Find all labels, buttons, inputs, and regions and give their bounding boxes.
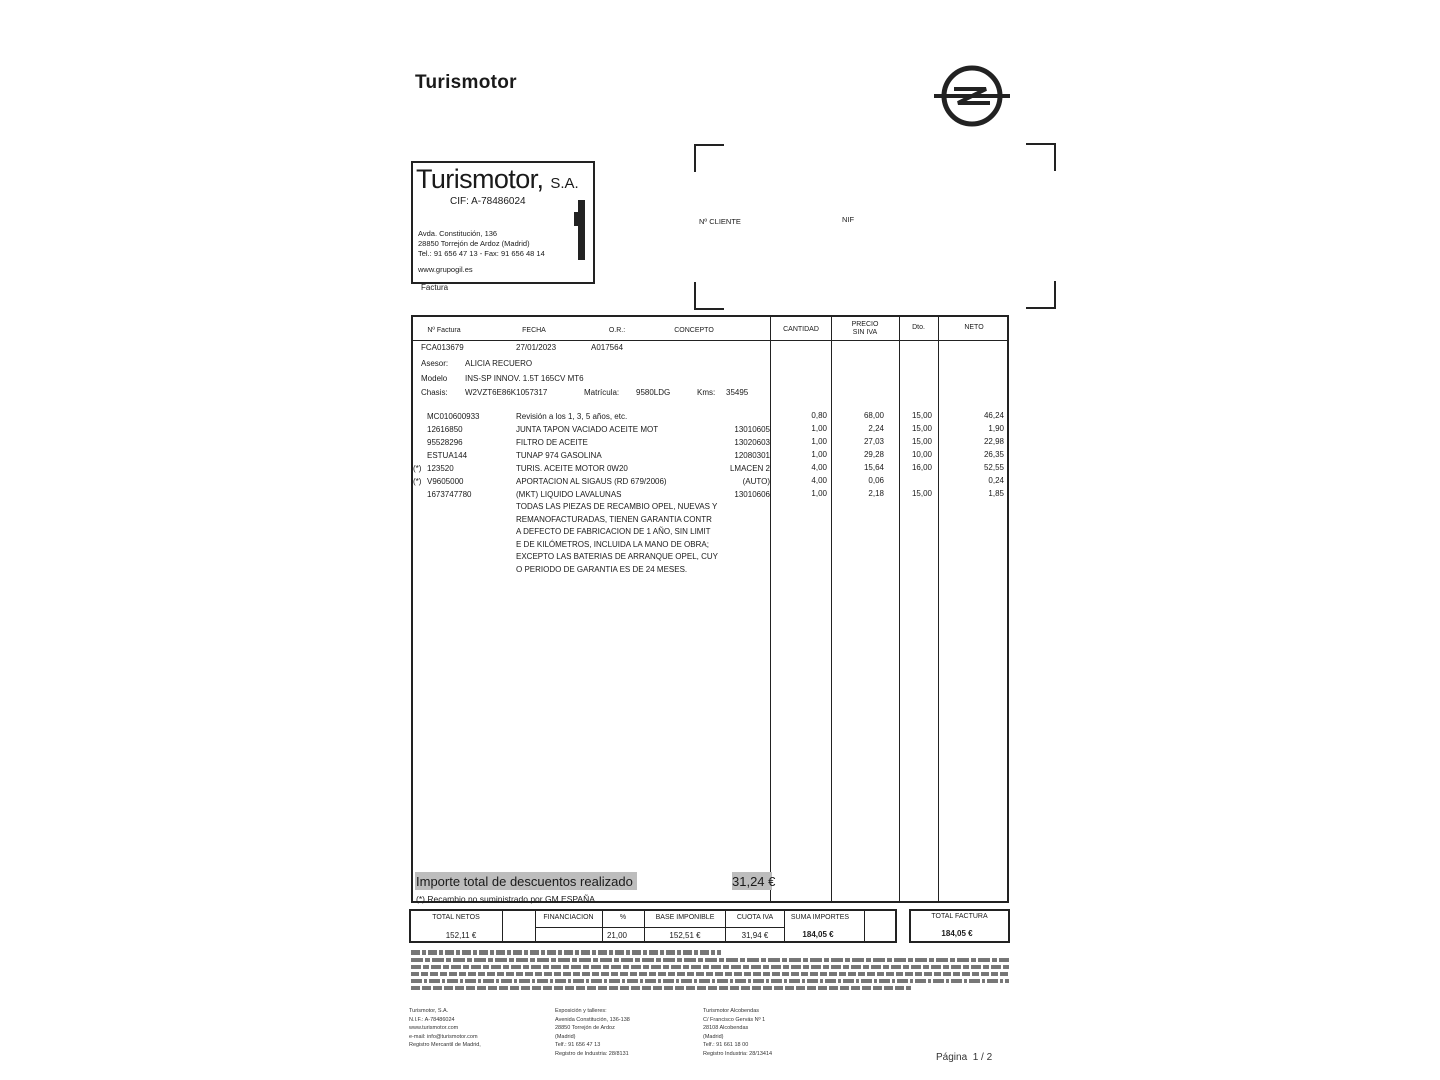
- item-net: 22,98: [983, 437, 1004, 446]
- kms-value: 35495: [726, 388, 749, 397]
- item-quantity: 0,80: [811, 411, 827, 420]
- item-discount: 15,00: [911, 489, 932, 498]
- column-divider: [770, 315, 771, 903]
- item-code: 13020603: [734, 438, 770, 447]
- asesor-label: Asesor:: [421, 359, 449, 368]
- discount-value: 31,24 €: [732, 874, 776, 889]
- totals-divider: [784, 909, 785, 943]
- item-price: 2,24: [868, 424, 884, 433]
- base-value: 152,51 €: [669, 931, 701, 940]
- item-ref: 95528296: [427, 438, 463, 447]
- item-ref: 12616850: [427, 425, 463, 434]
- item-concept: TUNAP 974 GASOLINA: [516, 451, 602, 460]
- item-ref: V9605000: [427, 477, 464, 486]
- item-concept: (MKT) LIQUIDO LAVALUNAS: [516, 490, 622, 499]
- item-code: 13010606: [734, 490, 770, 499]
- invoice-number: FCA013679: [421, 343, 464, 352]
- modelo-value: INS-SP INNOV. 1.5T 165CV MT6: [465, 374, 584, 383]
- item-price: 27,03: [863, 437, 884, 446]
- item-net: 0,24: [988, 476, 1004, 485]
- header-dto: Dto.: [912, 324, 925, 331]
- totals-divider: [535, 927, 785, 928]
- client-number-label: Nº CLIENTE: [699, 217, 741, 226]
- item-quantity: 1,00: [811, 450, 827, 459]
- chasis-value: W2VZT6E86K1057317: [465, 388, 548, 397]
- stamp-mark-icon: [574, 212, 578, 226]
- kms-label: Kms:: [697, 388, 716, 397]
- header-or: O.R.:: [608, 327, 626, 334]
- header-neto: NETO: [964, 324, 984, 331]
- item-net: 52,55: [983, 463, 1004, 472]
- invoice-date: 27/01/2023: [516, 343, 557, 352]
- item-code: 12080301: [734, 451, 770, 460]
- footer-alcobendas: Turismotor Alcobendas C/ Francisco Gervás Nº 1 28108 Alcobendas (Madrid) Telf.: 91 661 18 00 Registro Industria: 28/13414: [703, 1008, 773, 1057]
- opel-logo-icon: [934, 63, 1010, 129]
- total-netos-label: TOTAL NETOS: [432, 914, 480, 921]
- item-mark: (*): [413, 464, 422, 473]
- header-nfactura: Nº Factura: [427, 327, 461, 334]
- item-ref: MC010600933: [427, 412, 480, 421]
- cuota-value: 31,94 €: [741, 931, 769, 940]
- item-code: 13010605: [734, 425, 770, 434]
- column-divider: [831, 315, 832, 903]
- client-box-corner: [694, 144, 724, 172]
- pct-value: 21,00: [606, 931, 628, 940]
- item-concept: JUNTA TAPON VACIADO ACEITE MOT: [516, 425, 659, 434]
- footer-company: Turismotor, S.A. N.I.F.: A-78486024 www.turismotor.com e-mail: info@turismotor.com Registro Mercantil de Madrid,: [409, 1008, 481, 1048]
- company-brand: Turismotor: [415, 72, 517, 93]
- page-indicator: Página 1 / 2: [936, 1052, 993, 1063]
- total-factura-label: TOTAL FACTURA: [931, 913, 988, 920]
- item-ref: 1673747780: [427, 490, 472, 499]
- column-divider: [899, 315, 900, 903]
- item-net: 46,24: [983, 411, 1004, 420]
- item-price: 68,00: [863, 411, 884, 420]
- total-factura-value: 184,05 €: [941, 929, 973, 938]
- base-label: BASE IMPONIBLE: [655, 914, 715, 921]
- matricula-value: 9580LDG: [636, 388, 671, 397]
- item-net: 1,90: [988, 424, 1004, 433]
- stamp-address: Avda. Constitución, 136 28850 Torrejón de Ardoz (Madrid) Tel.: 91 656 47 13 - Fax: 91 656 48 14: [418, 229, 545, 258]
- footer-torrejon: Exposición y talleres: Avenida Constitución, 136-138 28850 Torrejón de Ardoz (Madrid) Telf.: 91 656 47 13 Registro de Industria: 28/8131: [555, 1008, 630, 1057]
- nif-label: NIF: [842, 215, 855, 224]
- financiacion-label: FINANCIACION: [543, 914, 594, 921]
- item-net: 1,85: [988, 489, 1004, 498]
- item-ref: ESTUA144: [427, 451, 468, 460]
- modelo-label: Modelo: [421, 374, 448, 383]
- item-quantity: 4,00: [811, 476, 827, 485]
- header-concepto: CONCEPTO: [674, 327, 714, 334]
- item-quantity: 1,00: [811, 489, 827, 498]
- item-discount: 15,00: [911, 411, 932, 420]
- chasis-label: Chasis:: [421, 388, 448, 397]
- item-quantity: 1,00: [811, 437, 827, 446]
- stamp-mark-icon: [578, 200, 585, 260]
- cuota-label: CUOTA IVA: [736, 914, 774, 921]
- item-price: 2,18: [868, 489, 884, 498]
- item-code: (AUTO): [742, 477, 770, 486]
- stamp-cif: CIF: A-78486024: [450, 196, 526, 207]
- stamp-company-name: Turismotor, S.A.: [416, 164, 579, 194]
- stamp-website: www.grupogil.es: [418, 265, 473, 274]
- item-discount: 15,00: [911, 437, 932, 446]
- column-divider: [938, 315, 939, 903]
- item-code: LMACEN 2: [729, 464, 770, 473]
- totals-divider: [864, 909, 865, 943]
- suma-label: SUMA IMPORTES: [790, 914, 850, 921]
- total-netos-value: 152,11 €: [445, 931, 477, 940]
- item-mark: (*): [413, 477, 422, 486]
- discount-label: Importe total de descuentos realizado: [416, 874, 633, 889]
- item-concept: APORTACION AL SIGAUS (RD 679/2006): [516, 477, 667, 486]
- legal-fine-print: [411, 948, 1011, 990]
- header-fecha: FECHA: [522, 327, 546, 334]
- suma-value: 184,05 €: [802, 930, 834, 939]
- invoice-or: A017564: [591, 343, 624, 352]
- asesor-value: ALICIA RECUERO: [465, 359, 533, 368]
- item-discount: 15,00: [911, 424, 932, 433]
- item-price: 15,64: [863, 463, 884, 472]
- warranty-note: TODAS LAS PIEZAS DE RECAMBIO OPEL, NUEVAS Y REMANOFACTURADAS, TIENEN GARANTIA CONTR A DEFECTO DE FABRICACION DE 1 AÑO, SIN LIMIT E DE KILÓMETROS, INCLUIDA LA MANO DE OBRA; EXCEPTO LAS BATERIAS DE ARRANQUE OPEL, CUY O PERIODO DE GARANTIA ES DE 24 MESES.: [516, 502, 718, 574]
- client-box-corner: [1026, 143, 1056, 171]
- item-price: 0,06: [868, 476, 884, 485]
- item-net: 26,35: [983, 450, 1004, 459]
- item-concept: FILTRO DE ACEITE: [516, 438, 588, 447]
- invoice-table: [411, 315, 1009, 903]
- client-box-corner: [694, 282, 724, 310]
- item-concept: Revisión a los 1, 3, 5 años, etc.: [516, 412, 628, 421]
- item-concept: TURIS. ACEITE MOTOR 0W20: [516, 464, 628, 473]
- document-type: Factura: [421, 283, 449, 292]
- item-price: 29,28: [863, 450, 884, 459]
- item-discount: 10,00: [911, 450, 932, 459]
- pct-label: %: [619, 914, 627, 921]
- item-quantity: 1,00: [811, 424, 827, 433]
- item-discount: 16,00: [911, 463, 932, 472]
- recambio-note: (*) Recambio no suministrado por GM ESPAÑA: [416, 894, 595, 904]
- header-precio: PRECIO SIN IVA: [851, 321, 879, 336]
- item-ref: 123520: [427, 464, 454, 473]
- item-quantity: 4,00: [811, 463, 827, 472]
- header-cantidad: CANTIDAD: [783, 326, 819, 333]
- client-box-corner: [1026, 281, 1056, 309]
- matricula-label: Matrícula:: [584, 388, 620, 397]
- header-divider: [411, 340, 1009, 341]
